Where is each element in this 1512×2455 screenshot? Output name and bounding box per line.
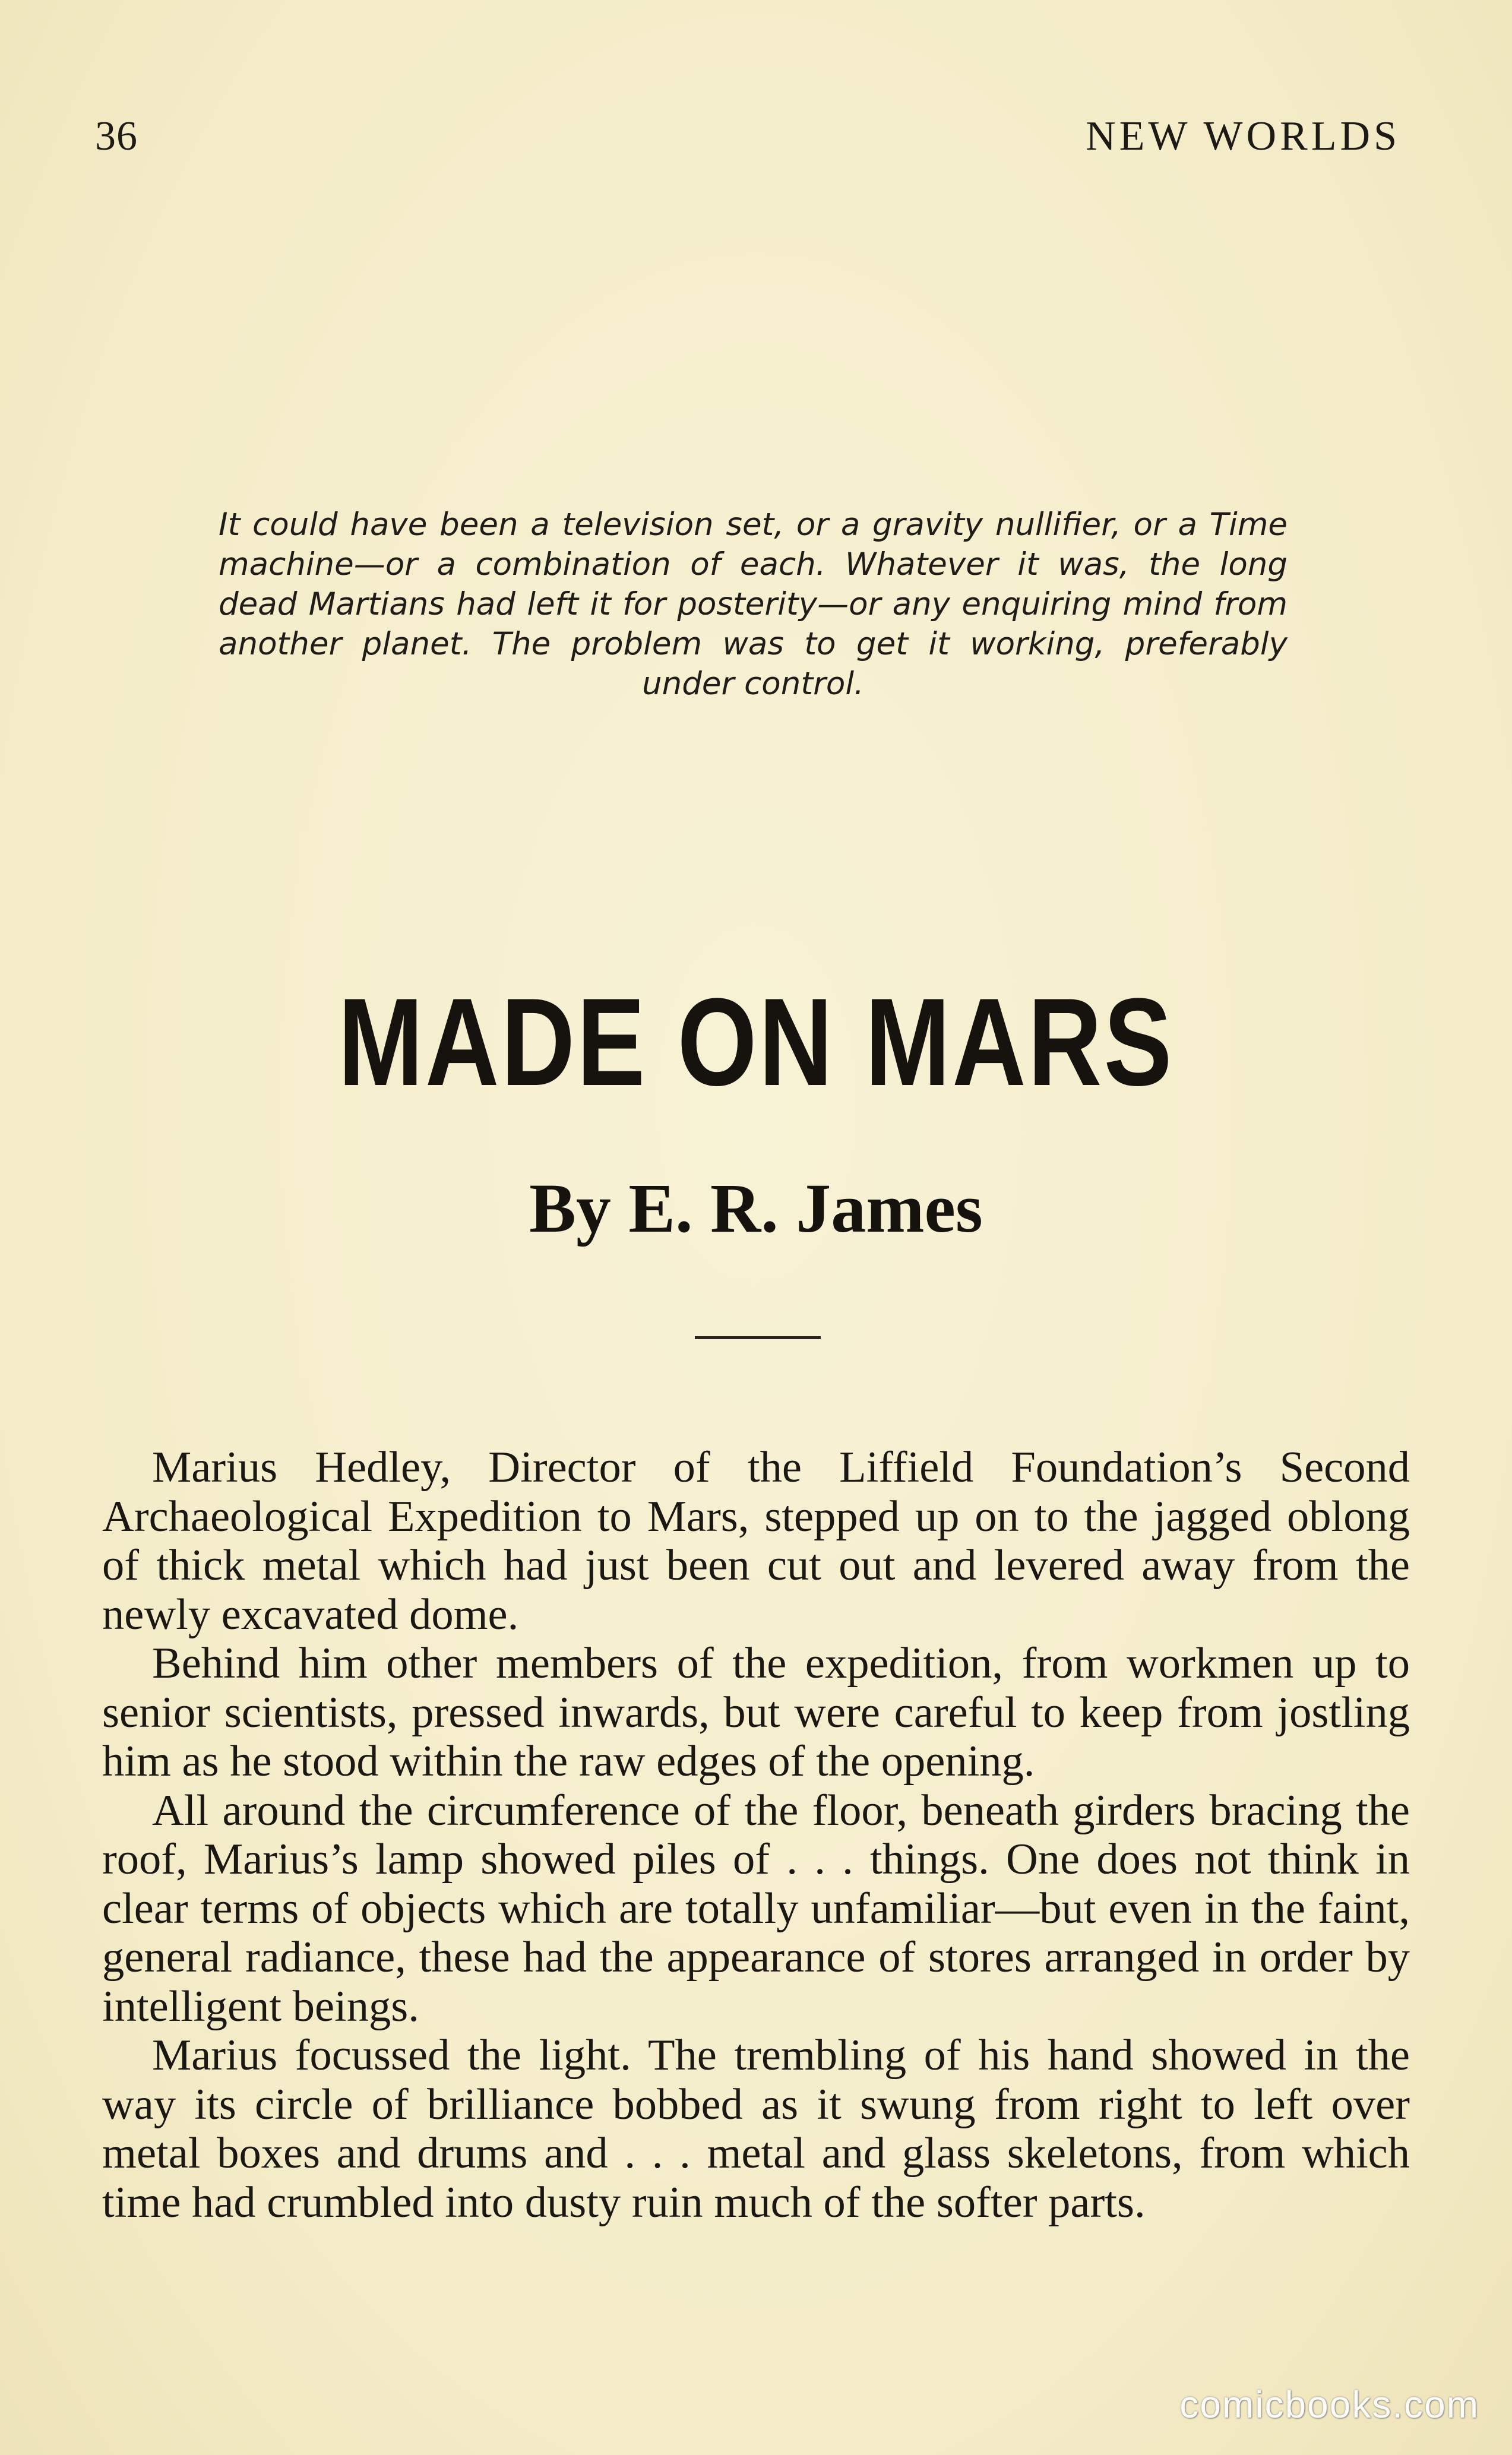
body-paragraph-3: All around the circumference of the floor, beneath girders bracing the roof, Marius’s lamp showed piles of . . . things. One does not think in clear terms of objects which are totally unfamiliar—but even in the faint, general radiance, these had the appearance of stores arranged in order by intelligent beings.	[102, 1786, 1410, 2031]
page-number: 36	[95, 113, 138, 159]
source-watermark: comicbooks.com	[1179, 2383, 1479, 2426]
story-intro-blurb: It could have been a television set, or a gravity nullifier, or a Time machine—or a combination of each. Whatever it was, the long dead Martians had left it for posterity—or any enquiring mind from another planet. The problem was to get it working, preferably under control.	[219, 507, 1288, 702]
body-paragraph-2: Behind him other members of the expedition, from workmen up to senior scientists, pressed inwards, but were careful to keep from jostling him as he stood within the raw edges of the opening.	[102, 1639, 1410, 1786]
running-head: NEW WORLDS	[1086, 113, 1400, 159]
body-paragraph-1: Marius Hedley, Director of the Liffield Foundation’s Second Archaeological Expedition to Mars, stepped up on to the jagged oblong of thick metal which had just been cut out and levered away from the newly excavated dome.	[102, 1443, 1410, 1639]
story-byline: By E. R. James	[529, 1169, 983, 1247]
body-paragraph-4: Marius focussed the light. The trembling of his hand showed in the way its circle of brilliance bobbed as it swung from right to left over metal boxes and drums and . . . metal and glass skeletons, from which time had crumbled into dusty ruin much of the softer parts.	[102, 2031, 1410, 2227]
story-title: MADE ON MARS	[338, 972, 1174, 1112]
title-rule-divider	[695, 1336, 821, 1339]
story-body	[102, 1443, 1410, 2227]
